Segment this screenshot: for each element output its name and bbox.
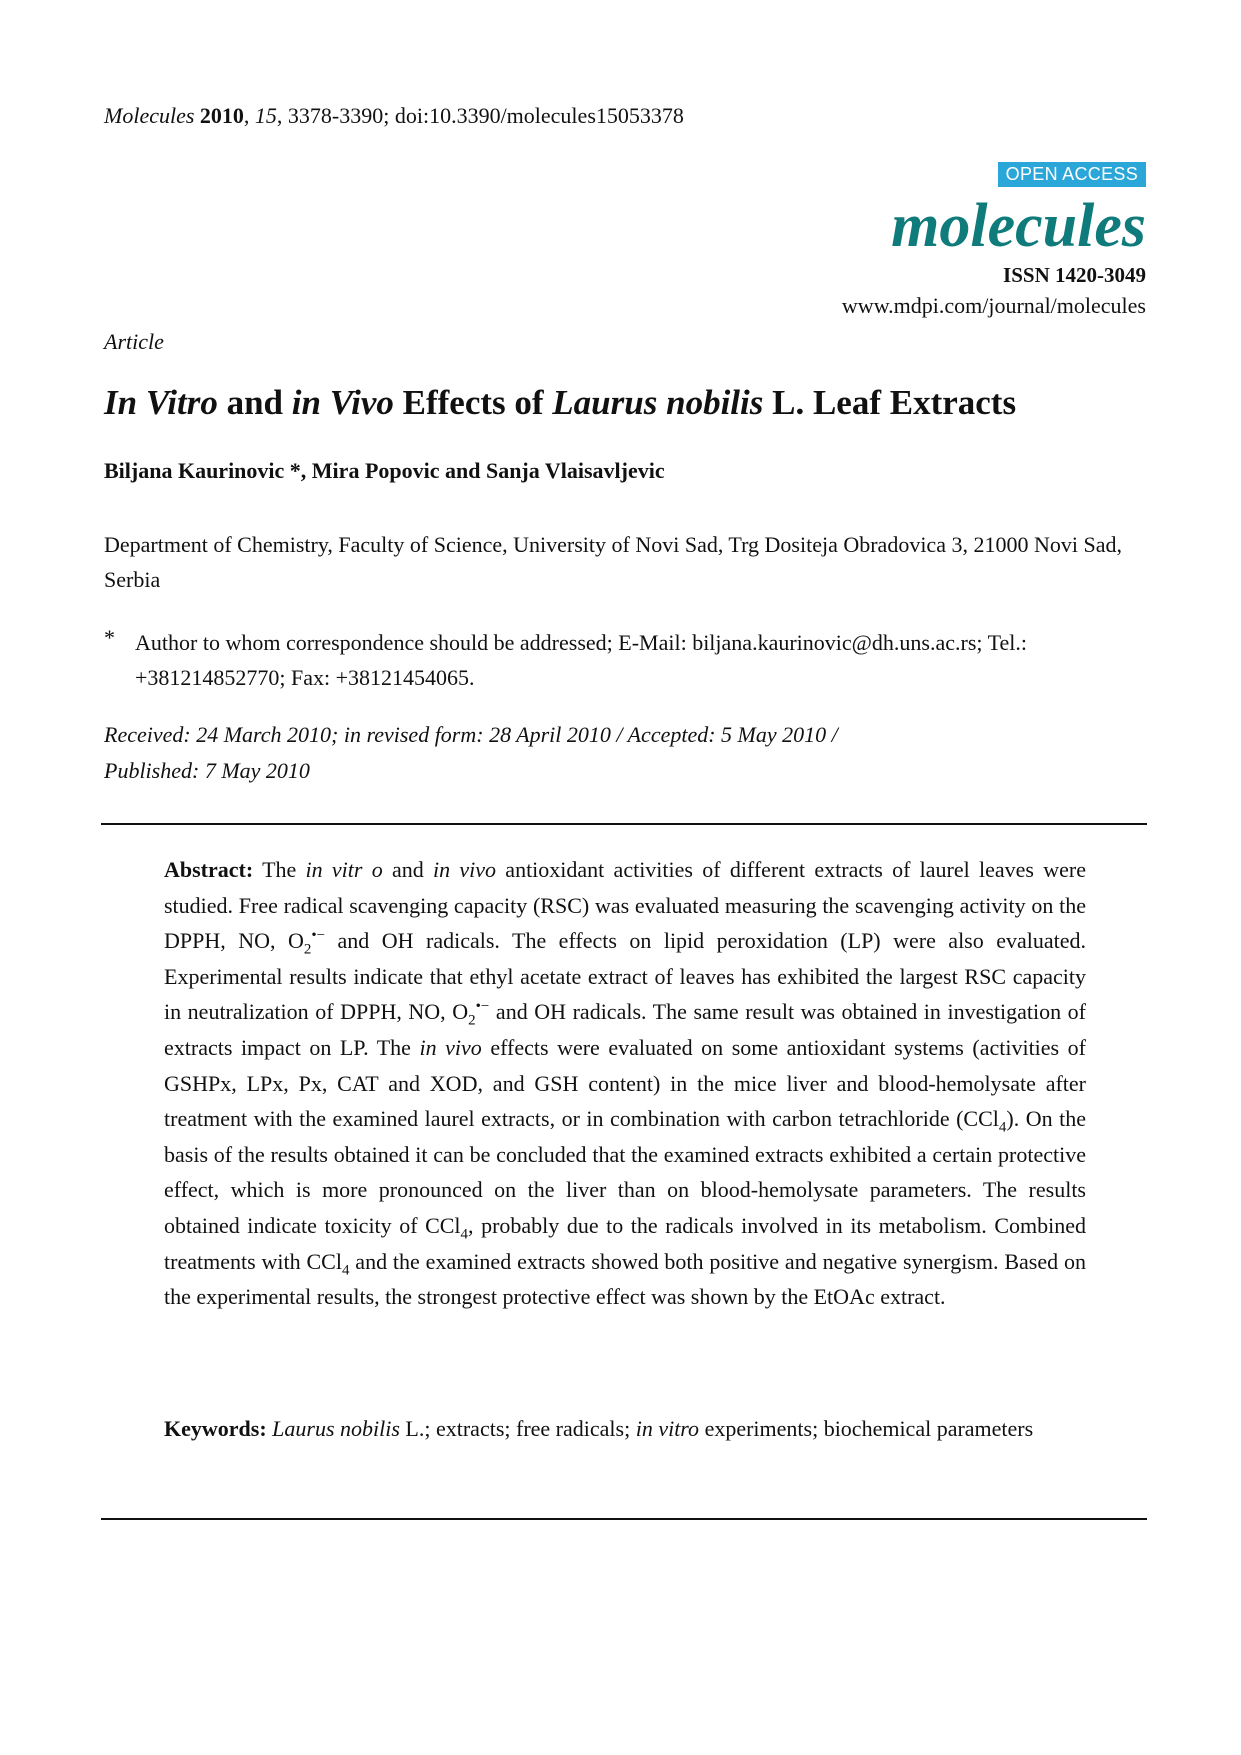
affiliation: Department of Chemistry, Faculty of Science, University of Novi Sad, Trg Dositeja Obradovica 3, 21000 Novi Sad, Serbia bbox=[104, 532, 1122, 592]
authors: Biljana Kaurinovic *, Mira Popovic and Sanja Vlaisavljevic bbox=[104, 458, 665, 483]
received-dates: Received: 24 March 2010; in revised form: 28 April 2010 / Accepted: 5 May 2010 / bbox=[104, 722, 838, 747]
open-access-badge: OPEN ACCESS bbox=[998, 162, 1146, 187]
abstract-label: Abstract: bbox=[164, 857, 254, 882]
keywords: Keywords: Laurus nobilis L.; extracts; free radicals; in vitro experiments; biochemical parameters bbox=[164, 1416, 1034, 1441]
paper-title: In Vitro and in Vivo Effects of Laurus nobilis L. Leaf Extracts bbox=[104, 383, 1017, 422]
abstract: Abstract: The in vitr o and in vivo antioxidant activities of different extracts of laurel leaves were studied. Free radical scavenging capacity (RSC) was evaluated measuring the scavenging activity on the DPPH, NO, $O_2^{•-}$ and OH radicals. The effects on lipid peroxidation (LP) were also evaluated. Experimental results indicate that ethyl acetate extract of leaves has exhibited the largest RSC capacity in neutralization of DPPH, NO, $O_2^{•-}$ and OH radicals. The same result was obtained in investigation of extracts impact on LP. The in vivo effects were evaluated on some antioxidant systems (activities of GSHPx, LPx, Px, CAT and XOD, and GSH content) in the mice liver and blood-hemolysate after treatment with the examined laurel extracts, or in combination with carbon tetrachloride (CCl$_4$). On the basis of the results obtained it can be concluded that the examined extracts exhibited a certain protective effect, which is more pronounced on the liver than on blood-hemolysate parameters. The results obtained indicate toxicity of CCl$_4$, probably due to the radicals involved in its metabolism. Combined treatments with CCl$_4$ and the examined extracts showed both positive and negative synergism. Based on the experimental results, the strongest protective effect was shown by the EtOAc extract. bbox=[164, 857, 1087, 1310]
article-type: Article bbox=[104, 329, 164, 354]
correspondence-marker: * bbox=[104, 625, 115, 650]
issn: ISSN 1420-3049 bbox=[1003, 263, 1146, 287]
correspondence: Author to whom correspondence should be addressed; E-Mail: biljana.kaurinovic@dh.uns.ac.rs; Tel.: +381214852770; Fax: +38121454065. bbox=[135, 630, 1027, 690]
citation-journal: Molecules bbox=[104, 103, 195, 128]
divider-bottom bbox=[101, 1518, 1147, 1520]
journal-url[interactable]: www.mdpi.com/journal/molecules bbox=[841, 293, 1146, 318]
published-date: Published: 7 May 2010 bbox=[104, 758, 310, 783]
citation-year: 2010 bbox=[199, 103, 244, 128]
keywords-label: Keywords: bbox=[164, 1416, 267, 1441]
divider-top bbox=[101, 823, 1147, 825]
journal-citation: Molecules 2010, 15, 3378-3390; doi:10.3390/molecules15053378 bbox=[104, 103, 684, 128]
citation-volume: 15 bbox=[254, 103, 277, 128]
citation-pages-doi: , 3378-3390; doi:10.3390/molecules15053378 bbox=[276, 103, 684, 128]
publication-dates bbox=[104, 717, 1144, 789]
journal-logo: molecules bbox=[891, 192, 1146, 260]
